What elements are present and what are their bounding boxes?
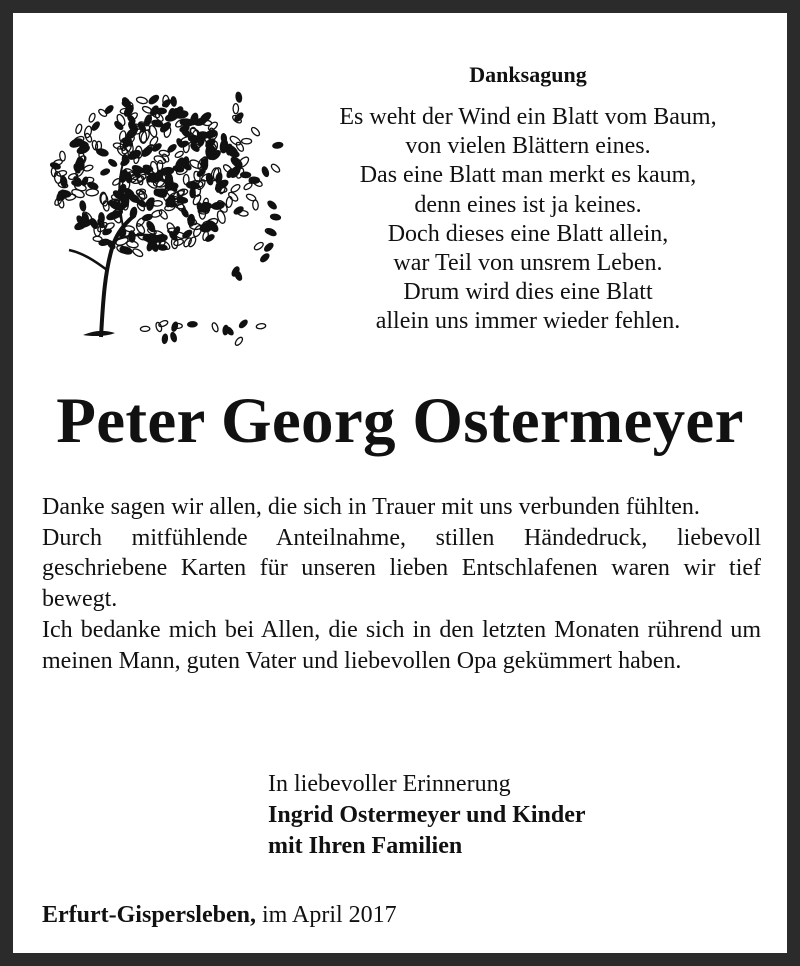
poem	[273, 103, 783, 337]
deceased-name: Peter Georg Ostermeyer	[56, 385, 744, 457]
wind-blown-tree-icon	[43, 65, 288, 355]
place-city: Erfurt-Gispersleben,	[42, 902, 256, 928]
poem-line: war Teil von unsrem Leben.	[393, 250, 663, 277]
body-paragraph: Ich bedanke mich bei Allen, die sich in den letzten Monaten rührend um meinen Mann, guten Vater und liebevollen Opa gekümmert haben.	[42, 616, 761, 674]
signature-families: mit Ihren Familien	[268, 833, 463, 859]
signature-block	[268, 769, 586, 862]
poem-line: Drum wird dies eine Blatt	[403, 279, 653, 306]
poem-line: Das eine Blatt man merkt es kaum,	[359, 162, 697, 189]
place-date	[42, 900, 397, 930]
poem-line: allein uns immer wieder fehlen.	[375, 308, 681, 335]
thank-you-text	[42, 492, 761, 676]
body-paragraph: Danke sagen wir allen, die sich in Trauer mit uns verbunden fühlten.	[42, 494, 700, 520]
poem-line: denn eines ist ja keines.	[414, 191, 642, 218]
heading: Danksagung	[469, 62, 587, 87]
signature-intro: In liebevoller Erinnerung	[268, 771, 511, 797]
signature-names: Ingrid Ostermeyer und Kinder	[268, 802, 586, 828]
poem-line: Es weht der Wind ein Blatt vom Baum,	[339, 104, 717, 130]
poem-line: Doch dieses eine Blatt allein,	[387, 220, 669, 247]
place-date-text: im April 2017	[261, 902, 397, 928]
poem-line: von vielen Blättern eines.	[405, 133, 651, 160]
body-paragraph: Durch mitfühlende Anteilnahme, stillen Händedruck, liebevoll geschriebene Karten für unseren lieben Entschlafenen waren wir tief bewegt.	[42, 524, 761, 613]
